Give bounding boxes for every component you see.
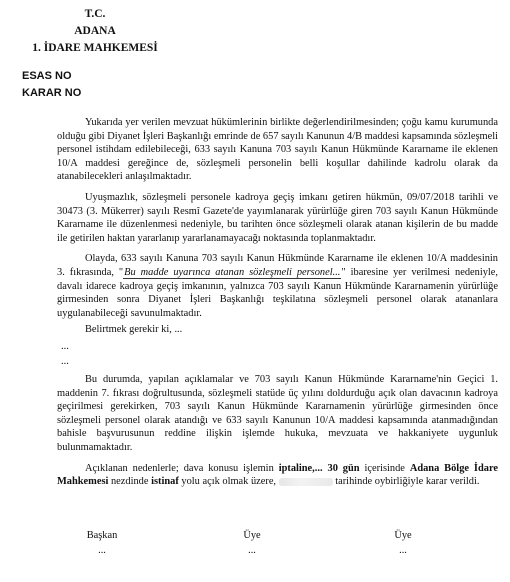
omitted-text-1: ... (61, 340, 69, 352)
judgment-text-5: tarihinde oybirliğiyle karar verildi. (332, 476, 480, 488)
paragraph-facts (57, 252, 498, 320)
quoted-clause-highlight: Bu madde uyarınca atanan sözleşmeli personel... (124, 266, 341, 278)
signature-president-title: Başkan (86, 530, 118, 541)
judgment-annulment: iptaline,... (278, 462, 323, 474)
signature-member-2 (358, 528, 448, 558)
signature-member-2-name: ... (399, 545, 407, 556)
esas-no-label: ESAS NO (22, 70, 72, 82)
header-court: 1. İDARE MAHKEMESİ (32, 42, 158, 54)
judgment-court-name: Adana Bölge İdare Mahkemesi (57, 462, 498, 488)
judgment-text-2: içerisinde (359, 462, 410, 474)
signature-president-name: ... (98, 545, 106, 556)
signature-member-1 (207, 528, 297, 558)
facts-text-start: Olayda, 633 sayılı Kanuna 703 sayılı Kanun Hükmünde Kararname ile eklenen 10/A maddesinin 3. fıkrasında, " (57, 253, 498, 278)
header-city: ADANA (74, 25, 116, 37)
judgment-text-4: yolu açık olmak üzere, (178, 476, 279, 488)
judgment-appeal: istinaf (151, 476, 179, 488)
signature-member-1-name: ... (248, 545, 256, 556)
signature-member-2-title: Üye (394, 530, 412, 541)
judgment-text-3: nezdinde (108, 476, 152, 488)
paragraph-conclusion: Bu durumda, yapılan açıklamalar ve 703 sayılı Kanun Hükmünde Kararname'nin Geçici 1. maddenin 7. fıkrası doğrultusunda, sözleşmeli statüde üç yılını doldurduğu açık olan davacının kadroya geçirilmesi gerekirken, 703 sayılı Kanun Hükmünde Kararnamenin yürürlüğe girmesinden önce sözleşmeli personel olarak atandığı ve 633 sayılı Kanunun 10/A maddesi kapsamında atanmadığından bahisle başvurusunun reddine ilişkin işlemde hukuka, mevzuata ve hakkaniyete uygunluk bulunmamaktadır. (57, 374, 498, 454)
case-labels (22, 68, 81, 102)
court-header (0, 6, 190, 57)
paragraph-legal-assessment: Yukarıda yer verilen mevzuat hükümlerinin birlikte değerlendirilmesinden; çoğu kamu kurumunda olduğu gibi Diyanet İşleri Başkanlığı emrinde de 657 sayılı Kanunun 4/B maddesi kapsamında sözleşmeli personel istihdam edilebileceği, 633 sayılı Kanuna 703 sayılı Kanun Hükmünde Kararname ile eklenen 10/A maddesi gereğince de, sözleşmeli personelin belli koşullar dahilinde kadrolu olarak da atanabilecekleri anlaşılmaktadır. (57, 117, 498, 183)
paragraph-dispute: Uyuşmazlık, sözleşmeli personele kadroya geçiş imkanı getiren hükmün, 09/07/2018 tarihli ve 30473 (3. Mükerrer) sayılı Resmî Gazete'de yayımlanarak yürürlüğe giren 703 sayılı Kanun Hükmünde Kararname ile düzenlenmesi nedeniyle, bu tarihten önce sözleşmeli olarak atanan kişilerin de bu madde ile getirilen haktan yararlanıp yararlanamayacağı noktasında toplanmaktadır. (57, 191, 498, 244)
karar-no-label: KARAR NO (22, 87, 82, 99)
paragraph-note: Belirtmek gerekir ki, ... (85, 324, 183, 336)
paragraph-judgment (57, 462, 498, 489)
header-tc: T.C. (84, 8, 106, 20)
judgment-text-1: Açıklanan nedenlerle; dava konusu işlemin (85, 462, 279, 474)
omitted-text-2: ... (61, 355, 69, 367)
signature-member-1-title: Üye (243, 530, 261, 541)
signature-president (57, 528, 147, 558)
facts-text-end: " ibaresine yer verilmesi nedeniyle, davalı idarece kadroya geçiş imkanının, yalnızca 703 sayılı Kanun Hükmünde Kararnamenin yürürlüğe girmesinden sonra Diyanet İşleri Başkanlığı teşkilatına sözleşmeli personel olarak atananlara uygulanabileceği savunulmaktadır. (57, 266, 499, 319)
judgment-deadline: 30 gün (327, 462, 360, 474)
decision-body (57, 116, 498, 496)
redacted-date-mark (279, 478, 333, 486)
